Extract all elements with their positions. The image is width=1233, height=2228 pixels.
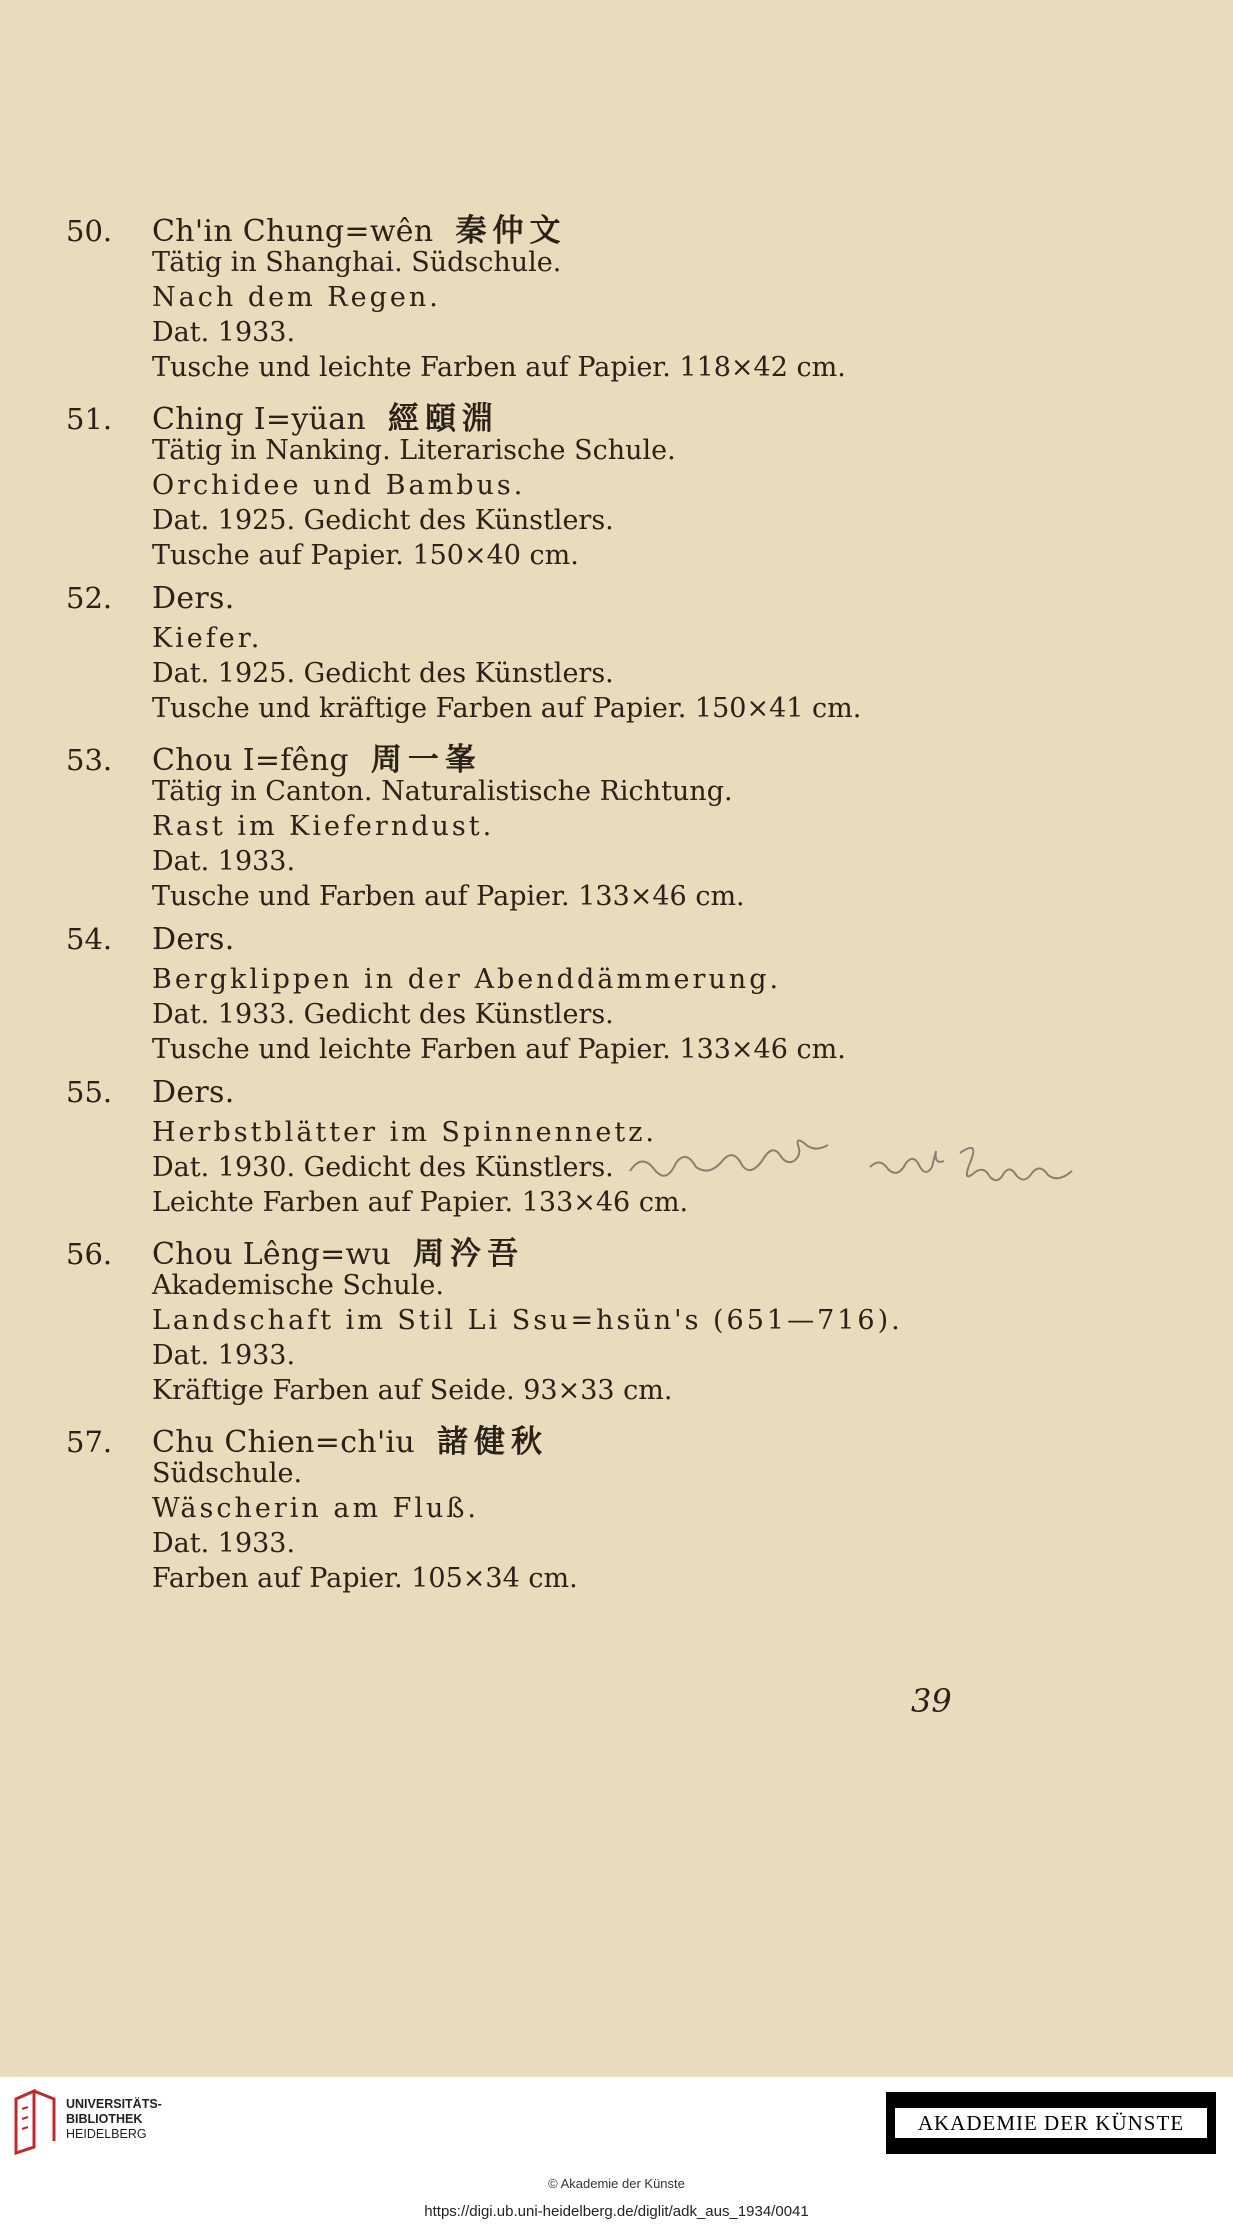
entry-detail-line: Tusche und Farben auf Papier. 133×46 cm. xyxy=(152,881,745,912)
entry-detail-line: Dat. 1925. Gedicht des Künstlers. xyxy=(152,505,614,536)
entry-detail-line: Dat. 1925. Gedicht des Künstlers. xyxy=(152,658,614,689)
artist-name: Chou I=fêng xyxy=(152,743,349,778)
entry-detail-line: Dat. 1933. xyxy=(152,1528,296,1559)
entry-detail-line: Herbstblätter im Spinnennetz. xyxy=(152,1117,658,1148)
entry-heading xyxy=(66,393,1066,437)
entry-detail-line: Orchidee und Bambus. xyxy=(152,470,526,501)
catalog-entries xyxy=(66,205,1066,1604)
catalog-entry xyxy=(66,922,1066,1067)
entry-heading xyxy=(66,581,1066,621)
library-logo[interactable] xyxy=(12,2089,162,2155)
entry-heading xyxy=(66,734,1066,778)
artist-name: Ders. xyxy=(152,1075,235,1110)
entry-number: 50. xyxy=(66,214,113,248)
page-number: 39 xyxy=(911,1682,952,1720)
artist-name: Ching I=yüan xyxy=(152,402,366,437)
entry-number: 56. xyxy=(66,1237,113,1271)
entry-detail-line: Dat. 1933. xyxy=(152,1340,296,1371)
entry-detail-line: Tusche und kräftige Farben auf Papier. 150×41 cm. xyxy=(152,693,862,724)
entry-number: 51. xyxy=(66,402,113,436)
entry-detail-line: Dat. 1933. xyxy=(152,846,296,877)
entry-detail-line: Rast im Kieferndust. xyxy=(152,811,495,842)
entry-detail-line: Kiefer. xyxy=(152,623,263,654)
library-name-line1: UNIVERSITÄTS- xyxy=(66,2097,162,2111)
entry-detail-line: Akademische Schule. xyxy=(152,1270,444,1301)
entry-detail-line: Bergklippen in der Abenddämmerung. xyxy=(152,964,782,995)
artist-name: Chou Lêng=wu xyxy=(152,1237,392,1272)
entry-detail-line: Wäscherin am Fluß. xyxy=(152,1493,480,1524)
artist-name-chinese: 周汵吾 xyxy=(413,1236,525,1272)
entry-detail-line: Südschule. xyxy=(152,1458,303,1489)
entry-detail-line: Dat. 1933. Gedicht des Künstlers. xyxy=(152,999,614,1030)
catalog-entry xyxy=(66,205,1066,385)
entry-detail-line: Dat. 1930. Gedicht des Künstlers. xyxy=(152,1152,614,1183)
handwritten-annotation xyxy=(620,1133,1090,1193)
artist-name: Ders. xyxy=(152,922,235,957)
artist-name-chinese: 諸健秋 xyxy=(437,1424,549,1460)
catalog-entry xyxy=(66,1416,1066,1596)
entry-heading xyxy=(66,922,1066,962)
library-name-line3: HEIDELBERG xyxy=(66,2127,147,2141)
entry-heading xyxy=(66,205,1066,249)
entry-detail-line: Tätig in Shanghai. Südschule. xyxy=(152,247,562,278)
library-emblem-icon xyxy=(12,2089,58,2155)
artist-name-chinese: 秦仲文 xyxy=(455,213,567,249)
library-name-line2: BIBLIOTHEK xyxy=(66,2112,143,2126)
catalog-entry xyxy=(66,581,1066,726)
entry-heading xyxy=(66,1416,1066,1460)
entry-detail-line: Tätig in Canton. Naturalistische Richtung. xyxy=(152,776,733,807)
entry-detail-line: Leichte Farben auf Papier. 133×46 cm. xyxy=(152,1187,689,1218)
entry-detail-line: Tusche und leichte Farben auf Papier. 133×46 cm. xyxy=(152,1034,846,1065)
catalog-entry xyxy=(66,734,1066,914)
entry-number: 57. xyxy=(66,1425,113,1459)
entry-heading xyxy=(66,1075,1066,1115)
artist-name-chinese: 經頤淵 xyxy=(388,401,499,437)
entry-number: 54. xyxy=(66,922,113,956)
catalog-entry xyxy=(66,393,1066,573)
entry-detail-line: Dat. 1933. xyxy=(152,317,296,348)
entry-detail-line: Nach dem Regen. xyxy=(152,282,441,313)
entry-detail-line: Landschaft im Stil Li Ssu=hsün's (651—716). xyxy=(152,1305,903,1336)
entry-number: 53. xyxy=(66,743,113,777)
permalink-url[interactable]: https://digi.ub.uni-heidelberg.de/diglit/adk_aus_1934/0041 xyxy=(424,2203,809,2220)
copyright-notice: © Akademie der Künste xyxy=(548,2176,685,2191)
entry-number: 55. xyxy=(66,1075,113,1109)
entry-detail-line: Tusche und leichte Farben auf Papier. 118×42 cm. xyxy=(152,352,846,383)
adk-logo[interactable] xyxy=(886,2092,1216,2154)
artist-name: Ch'in Chung=wên xyxy=(152,214,434,249)
entry-detail-line: Kräftige Farben auf Seide. 93×33 cm. xyxy=(152,1375,673,1406)
entry-detail-line: Farben auf Papier. 105×34 cm. xyxy=(152,1563,578,1594)
adk-logo-label: AKADEMIE DER KÜNSTE xyxy=(895,2108,1207,2138)
entry-detail-line: Tusche auf Papier. 150×40 cm. xyxy=(152,540,579,571)
entry-number: 52. xyxy=(66,581,113,615)
artist-name-chinese: 周一峯 xyxy=(370,742,482,778)
artist-name: Ders. xyxy=(152,581,235,616)
entry-detail-line: Tätig in Nanking. Literarische Schule. xyxy=(152,435,676,466)
viewer-footer xyxy=(0,2077,1233,2228)
catalog-entry xyxy=(66,1228,1066,1408)
entry-heading xyxy=(66,1228,1066,1272)
artist-name: Chu Chien=ch'iu xyxy=(152,1425,416,1460)
